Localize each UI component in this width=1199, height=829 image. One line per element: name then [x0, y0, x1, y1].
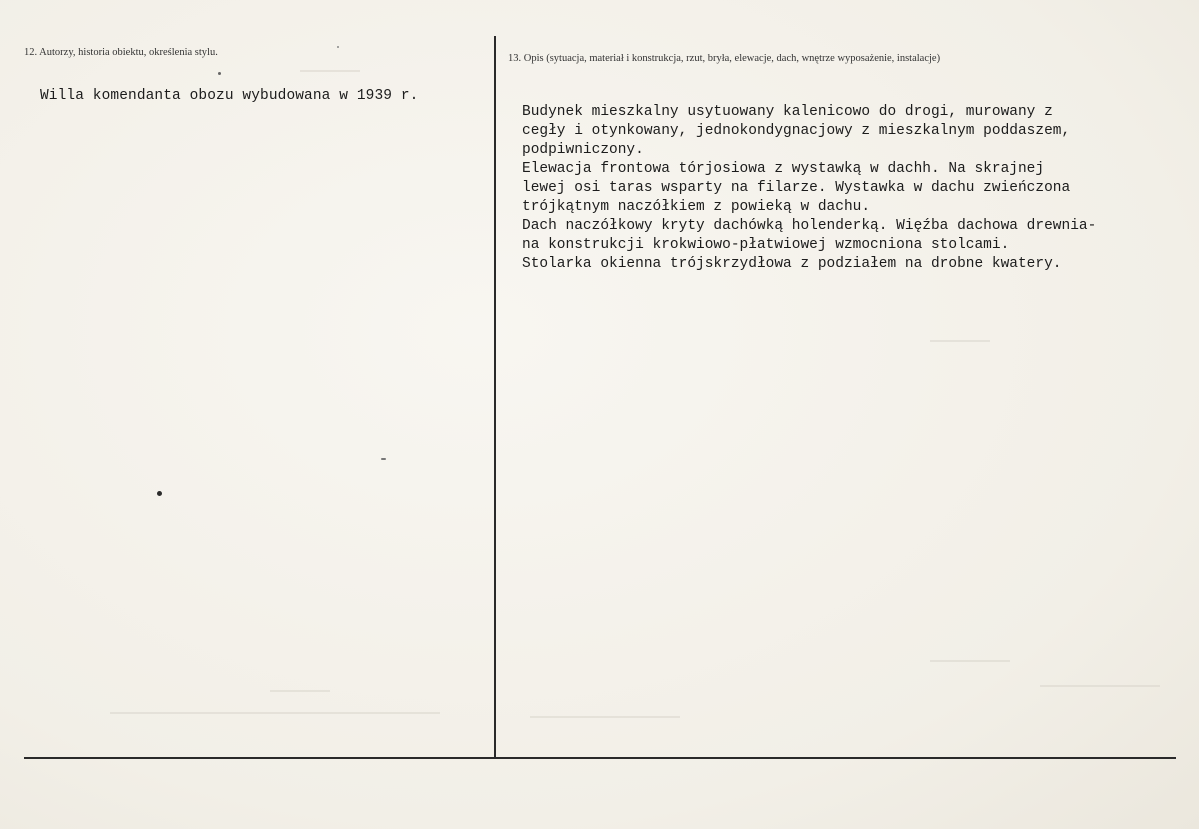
- bleed-through-mark: [930, 340, 990, 342]
- bleed-through-mark: [270, 690, 330, 692]
- ink-speck: [218, 72, 221, 75]
- description-line: Dach naczółkowy kryty dachówką holenderką. Więźba dachowa drewnia-: [522, 218, 1097, 234]
- description-line: cegły i otynkowany, jednokondygnacjowy z mieszkalnym poddaszem,: [522, 123, 1071, 139]
- bottom-rule: [24, 757, 1176, 759]
- column-divider: [494, 36, 496, 758]
- field-13-label: 13. Opis (sytuacja, materiał i konstrukcja, rzut, bryła, elewacje, dach, wnętrze wyposażenie, instalacje): [508, 53, 941, 64]
- description-line: lewej osi taras wsparty na filarze. Wystawka w dachu zwieńczona: [522, 180, 1071, 196]
- bleed-through-mark: [300, 70, 360, 72]
- bleed-through-mark: [930, 660, 1010, 662]
- bleed-through-mark: [110, 712, 440, 714]
- description-line: Stolarka okienna trójskrzydłowa z podziałem na drobne kwatery.: [522, 256, 1062, 272]
- ink-speck: [157, 491, 162, 496]
- bleed-through-mark: [1040, 685, 1160, 687]
- field-12-label: 12. Autorzy, historia obiektu, określenia stylu.: [24, 47, 218, 58]
- description-line: podpiwniczony.: [522, 142, 644, 158]
- field-13-description: [522, 103, 1096, 274]
- ink-speck: [337, 46, 339, 48]
- description-line: trójkątnym naczółkiem z powieką w dachu.: [522, 199, 871, 215]
- description-line: Elewacja frontowa tórjosiowa z wystawką w dachh. Na skrajnej: [522, 161, 1045, 177]
- bleed-through-mark: [530, 716, 680, 718]
- description-line: Budynek mieszkalny usytuowany kalenicowo do drogi, murowany z: [522, 104, 1053, 120]
- description-line: na konstrukcji krokwiowo-płatwiowej wzmocniona stolcami.: [522, 237, 1010, 253]
- field-12-value: Willa komendanta obozu wybudowana w 1939 r.: [40, 88, 419, 104]
- ink-speck: [381, 458, 386, 460]
